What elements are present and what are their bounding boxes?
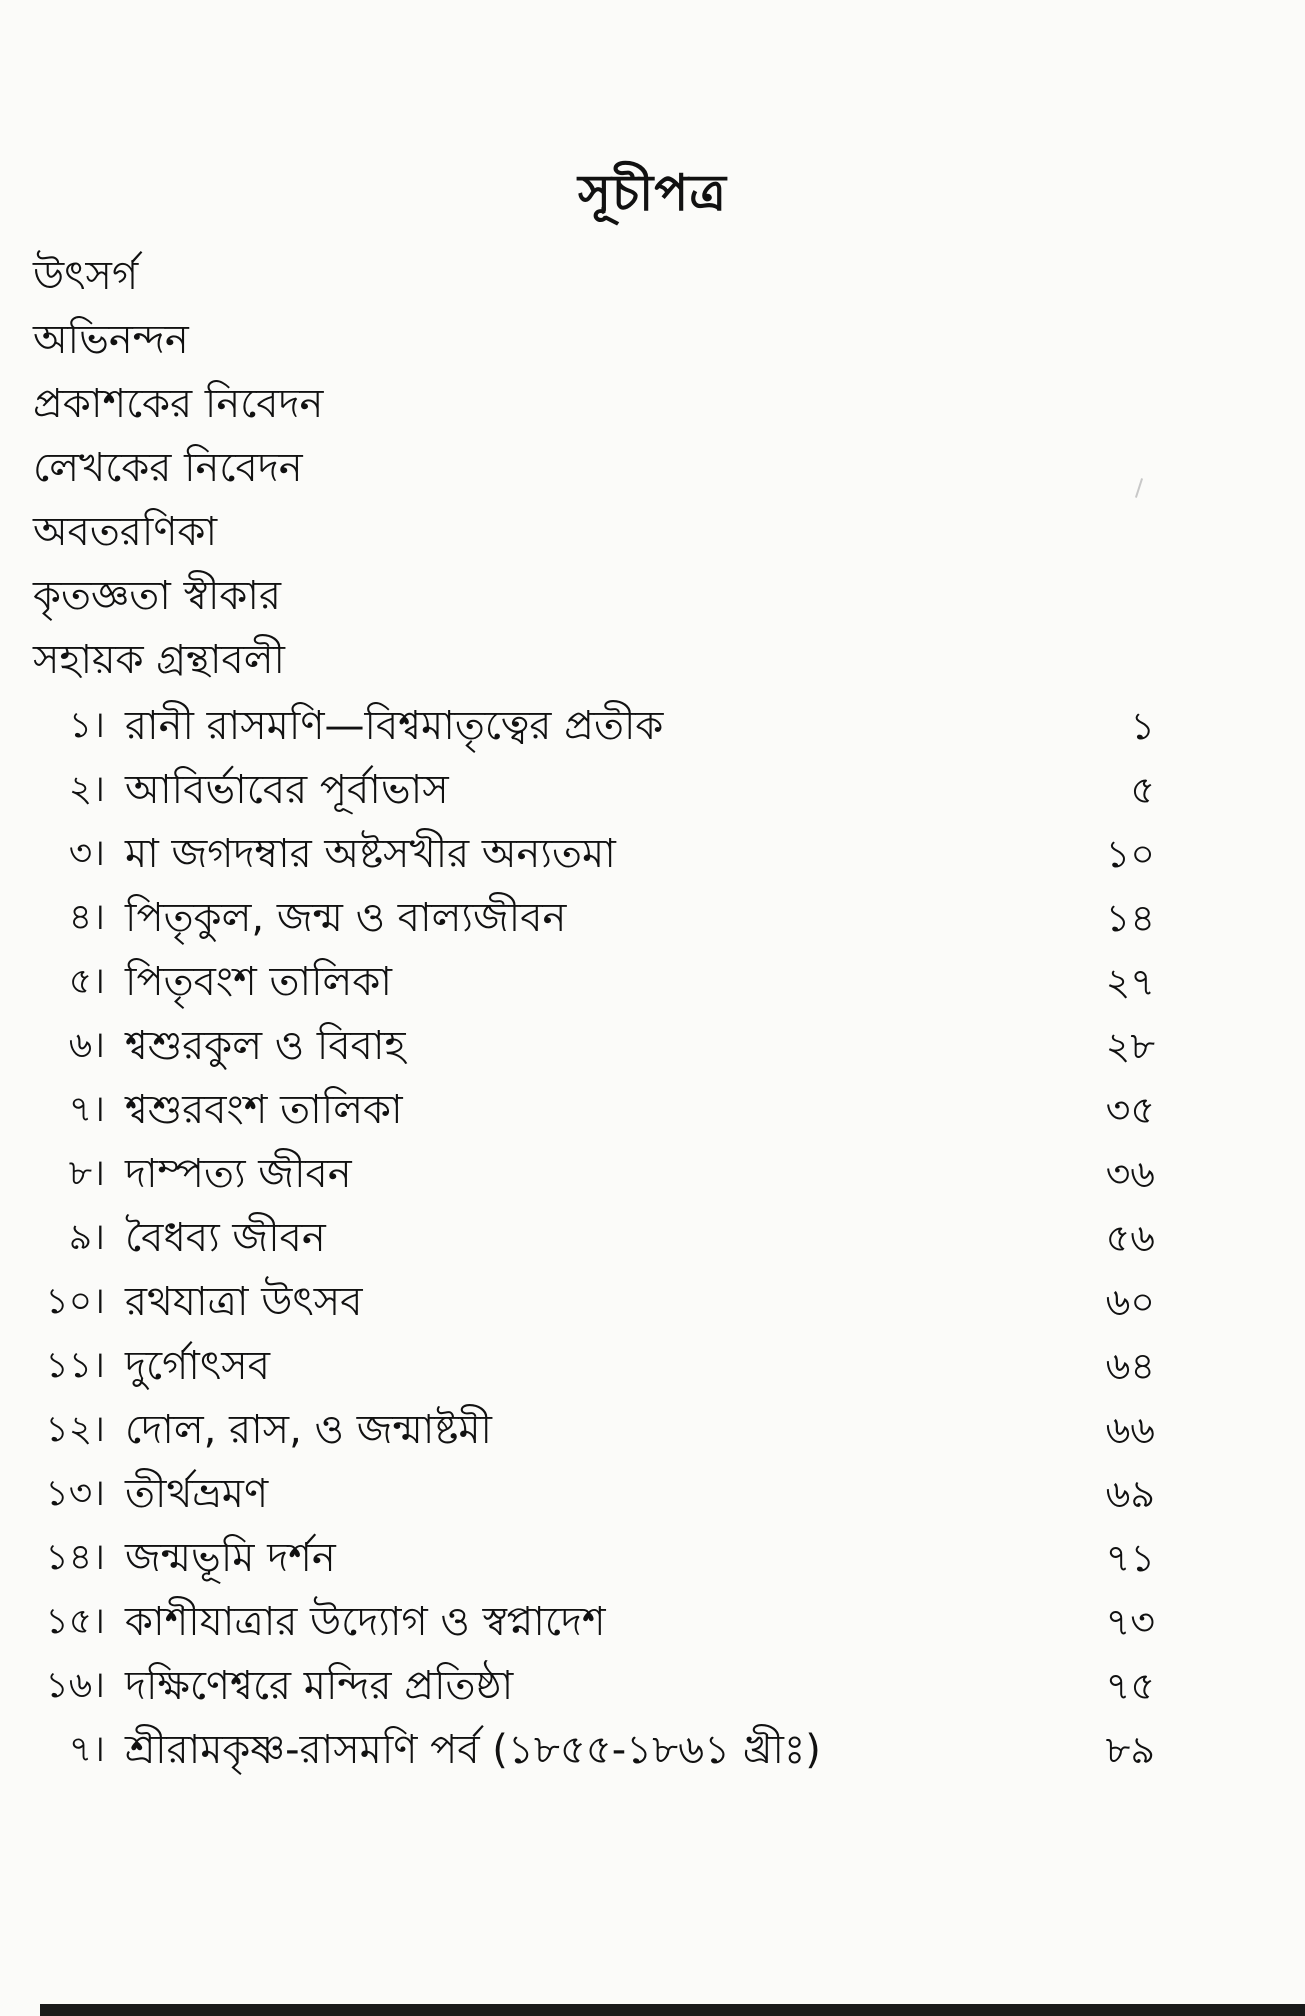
front-matter-item: উৎসর্গ	[33, 253, 139, 299]
front-matter-item: অভিনন্দন	[33, 317, 189, 363]
chapter-number: ১১।	[45, 1345, 105, 1386]
chapter-title: শ্বশুরকুল ও বিবাহ	[125, 1023, 406, 1069]
chapter-row	[0, 1398, 1305, 1462]
chapter-page: ১	[1130, 704, 1155, 748]
chapter-title: দাম্পত্য জীবন	[125, 1151, 352, 1197]
chapter-row	[0, 822, 1305, 886]
chapter-title: রথযাত্রা উৎসব	[125, 1279, 363, 1325]
stray-pen-mark	[1135, 478, 1143, 498]
chapter-row	[0, 1014, 1305, 1078]
chapter-row	[0, 1462, 1305, 1526]
chapter-row	[0, 1654, 1305, 1718]
chapter-page: ১০	[1105, 832, 1155, 876]
chapter-title: তীর্থভ্রমণ	[125, 1471, 269, 1517]
chapter-title: পিতৃকুল, জন্ম ও বাল্যজীবন	[125, 895, 567, 941]
front-matter-item: সহায়ক গ্রন্থাবলী	[33, 637, 285, 683]
chapter-row	[0, 758, 1305, 822]
chapter-number: ১৫।	[45, 1601, 105, 1642]
chapter-page: ৭৫	[1105, 1664, 1155, 1708]
chapter-number: ২।	[68, 769, 105, 810]
chapter-page: ২৭	[1105, 960, 1155, 1004]
chapter-title: বৈধব্য জীবন	[125, 1215, 326, 1261]
chapter-title: দক্ষিণেশ্বরে মন্দির প্রতিষ্ঠা	[125, 1663, 514, 1709]
chapter-page: ৬৬	[1105, 1408, 1155, 1452]
chapter-number: ১৬।	[45, 1665, 105, 1706]
chapter-row	[0, 1078, 1305, 1142]
chapter-page: ৭৩	[1105, 1600, 1155, 1644]
chapter-page: ২৮	[1105, 1024, 1155, 1068]
front-matter-item: প্রকাশকের নিবেদন	[33, 381, 324, 427]
chapter-row	[0, 1142, 1305, 1206]
front-matter-list	[33, 244, 323, 692]
chapter-row	[0, 1526, 1305, 1590]
front-matter-item: কৃতজ্ঞতা স্বীকার	[33, 573, 281, 619]
page-title: সূচীপত্র	[578, 164, 727, 222]
chapter-title: দোল, রাস, ও জন্মাষ্টমী	[125, 1407, 492, 1453]
chapter-page: ৫৬	[1105, 1216, 1155, 1260]
chapter-row	[0, 694, 1305, 758]
chapter-page: ৫	[1130, 768, 1155, 812]
front-matter-item: অবতরণিকা	[33, 509, 218, 555]
chapter-page: ৮৯	[1105, 1728, 1155, 1772]
chapter-row	[0, 886, 1305, 950]
chapter-title: মা জগদম্বার অষ্টসখীর অন্যতমা	[125, 831, 616, 877]
chapter-page: ৬৯	[1105, 1472, 1155, 1516]
chapter-title: দুর্গোৎসব	[125, 1343, 270, 1389]
chapter-list	[0, 694, 1305, 1782]
chapter-number: ৭।	[68, 1089, 105, 1130]
chapter-row	[0, 1334, 1305, 1398]
chapter-number: ১০।	[45, 1281, 105, 1322]
chapter-page: ১৪	[1105, 896, 1155, 940]
chapter-title: শ্বশুরবংশ তালিকা	[125, 1087, 403, 1133]
chapter-page: ৩৫	[1105, 1088, 1155, 1132]
chapter-number: ৩।	[68, 833, 105, 874]
front-matter-item: লেখকের নিবেদন	[33, 445, 303, 491]
chapter-row	[0, 1718, 1305, 1782]
chapter-number: ৭।	[68, 1729, 105, 1770]
chapter-page: ৬০	[1105, 1280, 1155, 1324]
chapter-number: ১।	[68, 705, 105, 746]
chapter-row	[0, 950, 1305, 1014]
chapter-title: কাশীযাত্রার উদ্যোগ ও স্বপ্নাদেশ	[125, 1599, 606, 1645]
chapter-number: ৬।	[68, 1025, 105, 1066]
chapter-title: আবির্ভাবের পূর্বাভাস	[125, 767, 449, 813]
chapter-number: ৪।	[68, 897, 105, 938]
chapter-number: ৫।	[68, 961, 105, 1002]
chapter-title: জন্মভূমি দর্শন	[125, 1535, 336, 1581]
chapter-page: ৬৪	[1105, 1344, 1155, 1388]
chapter-page: ৩৬	[1105, 1152, 1155, 1196]
chapter-number: ১২।	[45, 1409, 105, 1450]
chapter-number: ১৪।	[45, 1537, 105, 1578]
chapter-row	[0, 1206, 1305, 1270]
chapter-page: ৭১	[1105, 1536, 1155, 1580]
chapter-title: পিতৃবংশ তালিকা	[125, 959, 392, 1005]
chapter-row	[0, 1590, 1305, 1654]
page-bottom-edge	[40, 2004, 1305, 2016]
chapter-title: শ্রীরামকৃষ্ণ-রাসমণি পর্ব (১৮৫৫-১৮৬১ খ্রীঃ)	[125, 1727, 821, 1773]
chapter-row	[0, 1270, 1305, 1334]
chapter-number: ৮।	[68, 1153, 105, 1194]
chapter-number: ৯।	[68, 1217, 105, 1258]
chapter-number: ১৩।	[45, 1473, 105, 1514]
chapter-title: রানী রাসমণি—বিশ্বমাতৃত্বের প্রতীক	[125, 703, 664, 749]
